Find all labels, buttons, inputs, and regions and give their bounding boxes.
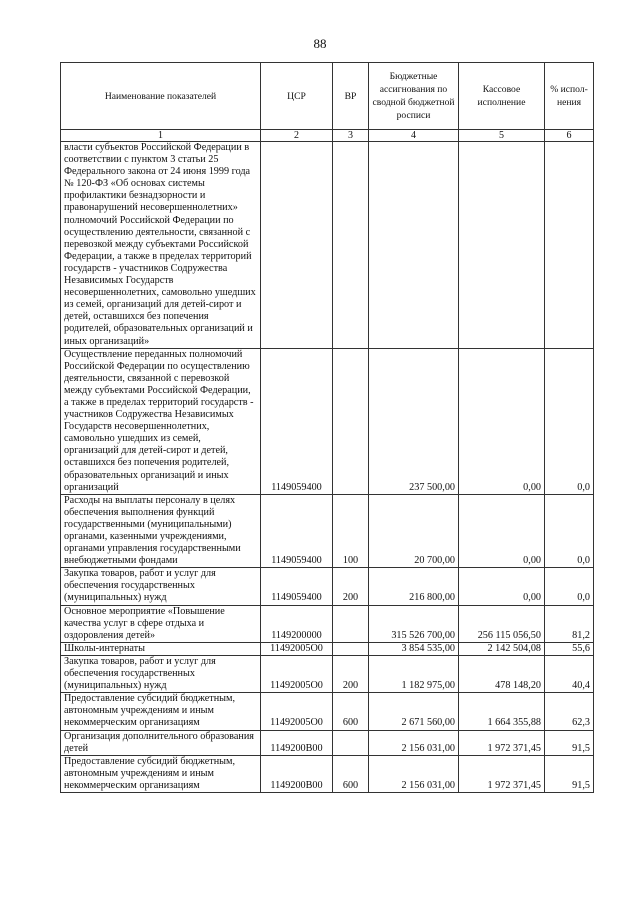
- row-vr-cell: [333, 730, 369, 755]
- page-number: 88: [313, 36, 327, 51]
- row-vr-cell: 600: [333, 693, 369, 730]
- row-csr-cell: 1149059400: [261, 494, 333, 568]
- row-pct-cell: 91,5: [545, 730, 594, 755]
- row-cash-cell: 1 972 371,45: [459, 755, 545, 792]
- row-name-cell: Осуществление переданных полномочий Российской Федерации по осуществлению деятельности, связанной с перевозкой между субъектами Российской Федерации, а также в пределах территорий государств - участников Содружества Независимых Государств несовершеннолетних, самовольно ушедших из семей, организаций для детей-сирот и детей, оставшихся без попечения родителей, образовательных организаций и иных организаций: [61, 348, 261, 494]
- column-number: 1: [61, 130, 261, 142]
- row-cash-cell: [459, 142, 545, 349]
- table-row: [61, 730, 594, 755]
- row-budget-cell: 2 156 031,00: [369, 730, 459, 755]
- row-name-cell: Предоставление субсидий бюджетным, автономным учреждениям и иным некоммерческим организациям: [61, 755, 261, 792]
- column-number-row: [61, 130, 594, 142]
- table-row: [61, 494, 594, 568]
- header-name: Наименование показателей: [61, 63, 261, 130]
- row-csr-cell: 11492005О0: [261, 642, 333, 655]
- column-number: 4: [369, 130, 459, 142]
- row-budget-cell: [369, 142, 459, 349]
- row-cash-cell: 256 115 056,50: [459, 605, 545, 642]
- column-number: 3: [333, 130, 369, 142]
- row-name-cell: власти субъектов Российской Федерации в соответствии с пунктом 3 статьи 25 Федерального закона от 24 июня 1999 года № 120-ФЗ «Об основах системы профилактики безнадзорности и правонарушений несовершеннолетних» полномочий Российской Федерации по осуществлению деятельности, связанной с перевозкой между субъектами Российской Федерации, а также в пределах территорий государств - участников Содружества Независимых Государств несовершеннолетних, самовольно ушедших из семей, организаций для детей-сирот и детей, оставшихся без попечения родителей, образовательных организаций и иных организаций»: [61, 142, 261, 349]
- table-row: [61, 642, 594, 655]
- row-pct-cell: 91,5: [545, 755, 594, 792]
- table-row: [61, 142, 594, 349]
- table-row: [61, 568, 594, 605]
- row-vr-cell: [333, 642, 369, 655]
- table-row: [61, 755, 594, 792]
- header-row: [61, 63, 594, 130]
- column-number: 5: [459, 130, 545, 142]
- column-number: 2: [261, 130, 333, 142]
- row-name-cell: Закупка товаров, работ и услуг для обеспечения государственных (муниципальных) нужд: [61, 655, 261, 692]
- header-pct: % испол-нения: [545, 63, 594, 130]
- row-name-cell: Основное мероприятие «Повышение качества услуг в сфере отдыха и оздоровления детей»: [61, 605, 261, 642]
- row-budget-cell: 2 671 560,00: [369, 693, 459, 730]
- row-csr-cell: 1149200В00: [261, 730, 333, 755]
- row-name-cell: Расходы на выплаты персоналу в целях обеспечения выполнения функций государственными (муниципальными) органами, казенными учреждениями, органами управления государственными внебюджетными фондами: [61, 494, 261, 568]
- row-csr-cell: 1149059400: [261, 568, 333, 605]
- row-name-cell: Школы-интернаты: [61, 642, 261, 655]
- row-csr-cell: 1149059400: [261, 348, 333, 494]
- row-pct-cell: 0,0: [545, 348, 594, 494]
- table-row: [61, 693, 594, 730]
- row-csr-cell: [261, 142, 333, 349]
- row-cash-cell: 1 972 371,45: [459, 730, 545, 755]
- row-budget-cell: 2 156 031,00: [369, 755, 459, 792]
- row-name-cell: Предоставление субсидий бюджетным, автономным учреждениям и иным некоммерческим организациям: [61, 693, 261, 730]
- row-vr-cell: 100: [333, 494, 369, 568]
- row-budget-cell: 237 500,00: [369, 348, 459, 494]
- row-pct-cell: 40,4: [545, 655, 594, 692]
- row-budget-cell: 3 854 535,00: [369, 642, 459, 655]
- header-budget: Бюджетные ассигнования по сводной бюджетной росписи: [369, 63, 459, 130]
- row-name-cell: Закупка товаров, работ и услуг для обеспечения государственных (муниципальных) нужд: [61, 568, 261, 605]
- table-row: [61, 605, 594, 642]
- row-pct-cell: 0,0: [545, 494, 594, 568]
- row-cash-cell: 0,00: [459, 568, 545, 605]
- column-number: 6: [545, 130, 594, 142]
- row-cash-cell: 0,00: [459, 494, 545, 568]
- row-cash-cell: 2 142 504,08: [459, 642, 545, 655]
- row-budget-cell: 315 526 700,00: [369, 605, 459, 642]
- budget-execution-table: [60, 62, 594, 793]
- row-name-cell: Организация дополнительного образования детей: [61, 730, 261, 755]
- row-cash-cell: 478 148,20: [459, 655, 545, 692]
- row-csr-cell: 1149200В00: [261, 755, 333, 792]
- row-vr-cell: 600: [333, 755, 369, 792]
- row-pct-cell: [545, 142, 594, 349]
- row-cash-cell: 1 664 355,88: [459, 693, 545, 730]
- row-pct-cell: 0,0: [545, 568, 594, 605]
- header-csr: ЦСР: [261, 63, 333, 130]
- header-vr: ВР: [333, 63, 369, 130]
- row-budget-cell: 20 700,00: [369, 494, 459, 568]
- row-csr-cell: 11492005О0: [261, 655, 333, 692]
- row-csr-cell: 1149200000: [261, 605, 333, 642]
- table-row: [61, 348, 594, 494]
- row-vr-cell: 200: [333, 568, 369, 605]
- row-vr-cell: 200: [333, 655, 369, 692]
- row-budget-cell: 216 800,00: [369, 568, 459, 605]
- row-vr-cell: [333, 348, 369, 494]
- row-csr-cell: 11492005О0: [261, 693, 333, 730]
- row-vr-cell: [333, 142, 369, 349]
- row-pct-cell: 55,6: [545, 642, 594, 655]
- table-row: [61, 655, 594, 692]
- row-pct-cell: 81,2: [545, 605, 594, 642]
- header-cash: Кассовое исполнение: [459, 63, 545, 130]
- row-cash-cell: 0,00: [459, 348, 545, 494]
- row-pct-cell: 62,3: [545, 693, 594, 730]
- row-vr-cell: [333, 605, 369, 642]
- row-budget-cell: 1 182 975,00: [369, 655, 459, 692]
